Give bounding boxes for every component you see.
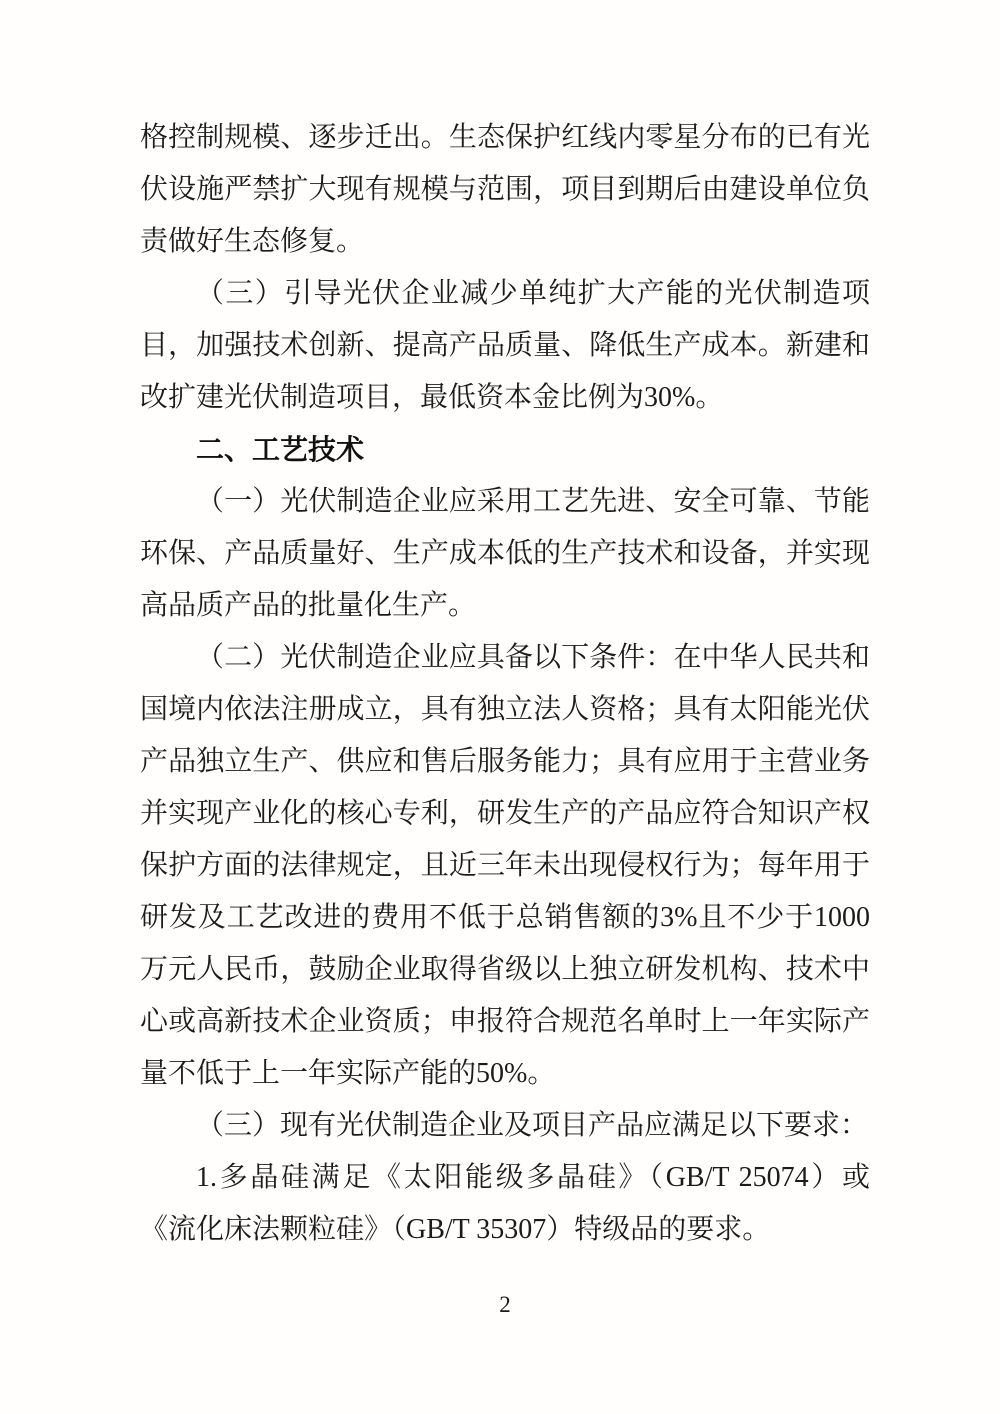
page-footer	[140, 1288, 870, 1322]
page-number: 2	[499, 1292, 511, 1317]
paragraph-polysilicon-standard: 1.多晶硅满足《太阳能级多晶硅》（GB/T 25074）或《流化床法颗粒硅》（GB/T 35307）特级品的要求。	[140, 1162, 870, 1245]
paragraph-item-2-enterprise-conditions: （二）光伏制造企业应具备以下条件：在中华人民共和国境内依法注册成立，具有独立法人资格；具有太阳能光伏产品独立生产、供应和售后服务能力；具有应用于主营业务并实现产业化的核心专利，研发生产的产品应符合知识产权保护方面的法律规定，且近三年未出现侵权行为；每年用于研发及工艺改进的费用不低于总销售额的3%且不少于1000万元人民币，鼓励企业取得省级以上独立研发机构、技术中心或高新技术企业资质；申报符合规范名单时上一年实际产量不低于上一年实际产能的50%。	[140, 642, 870, 1089]
paragraph-item-3-product-requirements: （三）现有光伏制造企业及项目产品应满足以下要求：	[196, 1110, 869, 1141]
document-body	[140, 112, 870, 1256]
paragraph-item-3-capacity-guidance: （三）引导光伏企业减少单纯扩大产能的光伏制造项目，加强技术创新、提高产品质量、降低生产成本。新建和改扩建光伏制造项目，最低资本金比例为30%。	[140, 278, 870, 413]
paragraph-item-1-production-technology: （一）光伏制造企业应采用工艺先进、安全可靠、节能环保、产品质量好、生产成本低的生产技术和设备，并实现高品质产品的批量化生产。	[140, 486, 870, 621]
paragraph-ecological-redline-continuation: 格控制规模、逐步迁出。生态保护红线内零星分布的已有光伏设施严禁扩大现有规模与范围，项目到期后由建设单位负责做好生态修复。	[140, 122, 870, 257]
section-heading-process-technology: 二、工艺技术	[196, 434, 365, 465]
